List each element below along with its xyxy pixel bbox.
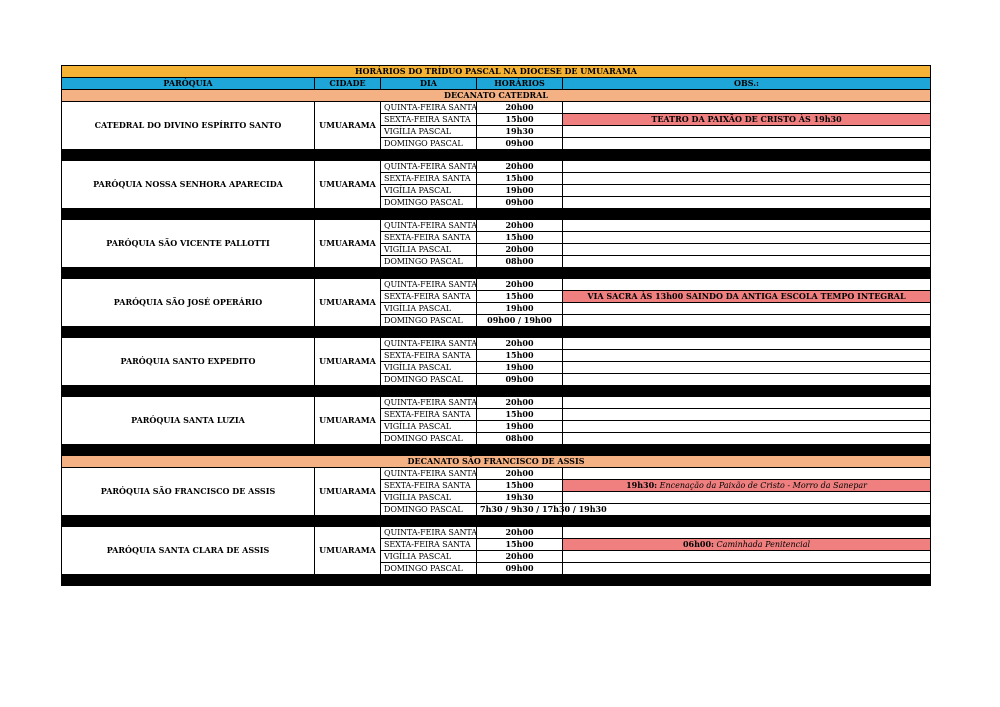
time-cell: 19h00 <box>477 303 563 315</box>
separator-row <box>62 327 931 338</box>
obs-cell <box>563 279 931 291</box>
day-cell: VIGÍLIA PASCAL <box>381 362 477 374</box>
obs-cell <box>563 291 931 303</box>
obs-cell <box>563 220 931 232</box>
time-cell: 09h00 <box>477 563 563 575</box>
day-cell: VIGÍLIA PASCAL <box>381 303 477 315</box>
day-cell: QUINTA-FEIRA SANTA <box>381 161 477 173</box>
day-cell: VIGÍLIA PASCAL <box>381 126 477 138</box>
separator-row <box>62 268 931 279</box>
separator-bar <box>62 386 931 397</box>
day-cell: QUINTA-FEIRA SANTA <box>381 102 477 114</box>
day-cell: SEXTA-FEIRA SANTA <box>381 114 477 126</box>
obs-cell <box>563 409 931 421</box>
time-cell: 20h00 <box>477 527 563 539</box>
separator-row <box>62 516 931 527</box>
parish-name: PARÓQUIA SÃO JOSÉ OPERÁRIO <box>62 279 315 327</box>
day-cell: QUINTA-FEIRA SANTA <box>381 397 477 409</box>
obs-cell <box>563 185 931 197</box>
time-cell: 20h00 <box>477 397 563 409</box>
obs-cell <box>563 173 931 185</box>
time-cell: 7h30 / 9h30 / 17h30 / 19h30 <box>477 504 563 516</box>
obs-cell <box>563 527 931 539</box>
obs-cell <box>563 161 931 173</box>
day-cell: VIGÍLIA PASCAL <box>381 421 477 433</box>
obs-cell <box>563 433 931 445</box>
time-cell: 15h00 <box>477 291 563 303</box>
header-paroquia: PARÓQUIA <box>62 78 315 90</box>
time-cell: 08h00 <box>477 256 563 268</box>
day-cell: VIGÍLIA PASCAL <box>381 185 477 197</box>
separator-bar <box>62 209 931 220</box>
time-cell: 19h00 <box>477 421 563 433</box>
time-cell: 09h00 <box>477 197 563 209</box>
schedule-row <box>62 338 931 350</box>
separator-bar <box>62 575 931 586</box>
schedule-row <box>62 102 931 114</box>
header-obs: OBS.: <box>563 78 931 90</box>
day-cell: QUINTA-FEIRA SANTA <box>381 527 477 539</box>
time-cell: 20h00 <box>477 161 563 173</box>
day-cell: SEXTA-FEIRA SANTA <box>381 291 477 303</box>
time-cell: 09h00 / 19h00 <box>477 315 563 327</box>
parish-name: PARÓQUIA SANTO EXPEDITO <box>62 338 315 386</box>
parish-city: UMUARAMA <box>315 161 381 209</box>
separator-row <box>62 445 931 456</box>
time-cell: 19h30 <box>477 126 563 138</box>
obs-cell <box>563 102 931 114</box>
schedule-table <box>61 65 931 586</box>
day-cell: QUINTA-FEIRA SANTA <box>381 468 477 480</box>
obs-text: 19h30: <box>626 480 658 490</box>
parish-city: UMUARAMA <box>315 527 381 575</box>
time-cell: 08h00 <box>477 433 563 445</box>
schedule-row <box>62 279 931 291</box>
obs-cell <box>563 480 931 492</box>
separator-bar <box>62 516 931 527</box>
obs-cell <box>563 563 931 575</box>
schedule-row <box>62 468 931 480</box>
parish-name: PARÓQUIA SANTA CLARA DE ASSIS <box>62 527 315 575</box>
obs-cell <box>563 421 931 433</box>
day-cell: VIGÍLIA PASCAL <box>381 551 477 563</box>
separator-row <box>62 575 931 586</box>
obs-cell <box>563 362 931 374</box>
obs-detail: Caminhada Penitencial <box>714 540 811 549</box>
obs-cell <box>563 504 931 516</box>
time-cell: 20h00 <box>477 551 563 563</box>
time-cell: 19h00 <box>477 185 563 197</box>
time-cell: 15h00 <box>477 173 563 185</box>
parish-name: PARÓQUIA NOSSA SENHORA APARECIDA <box>62 161 315 209</box>
time-cell: 15h00 <box>477 114 563 126</box>
day-cell: VIGÍLIA PASCAL <box>381 492 477 504</box>
day-cell: DOMINGO PASCAL <box>381 315 477 327</box>
obs-cell <box>563 551 931 563</box>
header-horarios: HORÁRIOS <box>477 78 563 90</box>
deanery-row <box>62 90 931 102</box>
obs-cell <box>563 244 931 256</box>
obs-cell <box>563 539 931 551</box>
schedule-row <box>62 220 931 232</box>
time-cell: 15h00 <box>477 350 563 362</box>
deanery-name: DECANATO CATEDRAL <box>62 90 931 102</box>
schedule-row <box>62 397 931 409</box>
separator-bar <box>62 445 931 456</box>
day-cell: SEXTA-FEIRA SANTA <box>381 232 477 244</box>
obs-text: VIA SACRA ÀS 13h00 SAINDO DA ANTIGA ESCOLA TEMPO INTEGRAL <box>587 291 906 301</box>
parish-city: UMUARAMA <box>315 397 381 445</box>
header-cidade: CIDADE <box>315 78 381 90</box>
separator-bar <box>62 327 931 338</box>
day-cell: DOMINGO PASCAL <box>381 138 477 150</box>
obs-cell <box>563 197 931 209</box>
parish-name: PARÓQUIA SÃO VICENTE PALLOTTI <box>62 220 315 268</box>
parish-name: PARÓQUIA SÃO FRANCISCO DE ASSIS <box>62 468 315 516</box>
separator-row <box>62 150 931 161</box>
time-cell: 09h00 <box>477 374 563 386</box>
obs-cell <box>563 232 931 244</box>
day-cell: QUINTA-FEIRA SANTA <box>381 220 477 232</box>
obs-cell <box>563 303 931 315</box>
parish-city: UMUARAMA <box>315 102 381 150</box>
obs-cell <box>563 492 931 504</box>
obs-cell <box>563 350 931 362</box>
header-row <box>62 78 931 90</box>
day-cell: SEXTA-FEIRA SANTA <box>381 480 477 492</box>
obs-cell <box>563 338 931 350</box>
parish-city: UMUARAMA <box>315 338 381 386</box>
day-cell: DOMINGO PASCAL <box>381 197 477 209</box>
obs-cell <box>563 138 931 150</box>
obs-cell <box>563 374 931 386</box>
sheet-title: HORÁRIOS DO TRÍDUO PASCAL NA DIOCESE DE UMUARAMA <box>62 66 931 78</box>
separator-row <box>62 386 931 397</box>
obs-text: TEATRO DA PAIXÃO DE CRISTO ÀS 19h30 <box>651 114 842 124</box>
obs-detail: Encenação da Paixão de Cristo - Morro da Sanepar <box>657 481 867 490</box>
time-cell: 20h00 <box>477 468 563 480</box>
time-cell: 20h00 <box>477 220 563 232</box>
time-cell: 20h00 <box>477 338 563 350</box>
parish-city: UMUARAMA <box>315 468 381 516</box>
day-cell: QUINTA-FEIRA SANTA <box>381 338 477 350</box>
day-cell: DOMINGO PASCAL <box>381 374 477 386</box>
time-cell: 15h00 <box>477 539 563 551</box>
time-cell: 15h00 <box>477 232 563 244</box>
obs-cell <box>563 256 931 268</box>
obs-cell <box>563 397 931 409</box>
parish-city: UMUARAMA <box>315 279 381 327</box>
day-cell: SEXTA-FEIRA SANTA <box>381 173 477 185</box>
obs-cell <box>563 126 931 138</box>
time-cell: 19h00 <box>477 362 563 374</box>
time-cell: 20h00 <box>477 279 563 291</box>
parish-city: UMUARAMA <box>315 220 381 268</box>
day-cell: SEXTA-FEIRA SANTA <box>381 539 477 551</box>
schedule-row <box>62 161 931 173</box>
time-cell: 15h00 <box>477 409 563 421</box>
schedule-row <box>62 527 931 539</box>
time-cell: 15h00 <box>477 480 563 492</box>
separator-bar <box>62 268 931 279</box>
day-cell: QUINTA-FEIRA SANTA <box>381 279 477 291</box>
parish-name: CATEDRAL DO DIVINO ESPÍRITO SANTO <box>62 102 315 150</box>
obs-cell <box>563 114 931 126</box>
parish-name: PARÓQUIA SANTA LUZIA <box>62 397 315 445</box>
deanery-name: DECANATO SÃO FRANCISCO DE ASSIS <box>62 456 931 468</box>
obs-cell <box>563 468 931 480</box>
day-cell: VIGÍLIA PASCAL <box>381 244 477 256</box>
header-dia: DIA <box>381 78 477 90</box>
title-row <box>62 66 931 78</box>
day-cell: SEXTA-FEIRA SANTA <box>381 409 477 421</box>
time-cell: 20h00 <box>477 102 563 114</box>
separator-bar <box>62 150 931 161</box>
day-cell: DOMINGO PASCAL <box>381 433 477 445</box>
separator-row <box>62 209 931 220</box>
obs-text: 06h00: <box>682 539 715 549</box>
time-cell: 09h00 <box>477 138 563 150</box>
time-cell: 19h30 <box>477 492 563 504</box>
obs-cell <box>563 315 931 327</box>
day-cell: DOMINGO PASCAL <box>381 504 477 516</box>
time-cell: 20h00 <box>477 244 563 256</box>
day-cell: SEXTA-FEIRA SANTA <box>381 350 477 362</box>
day-cell: DOMINGO PASCAL <box>381 563 477 575</box>
deanery-row <box>62 456 931 468</box>
day-cell: DOMINGO PASCAL <box>381 256 477 268</box>
